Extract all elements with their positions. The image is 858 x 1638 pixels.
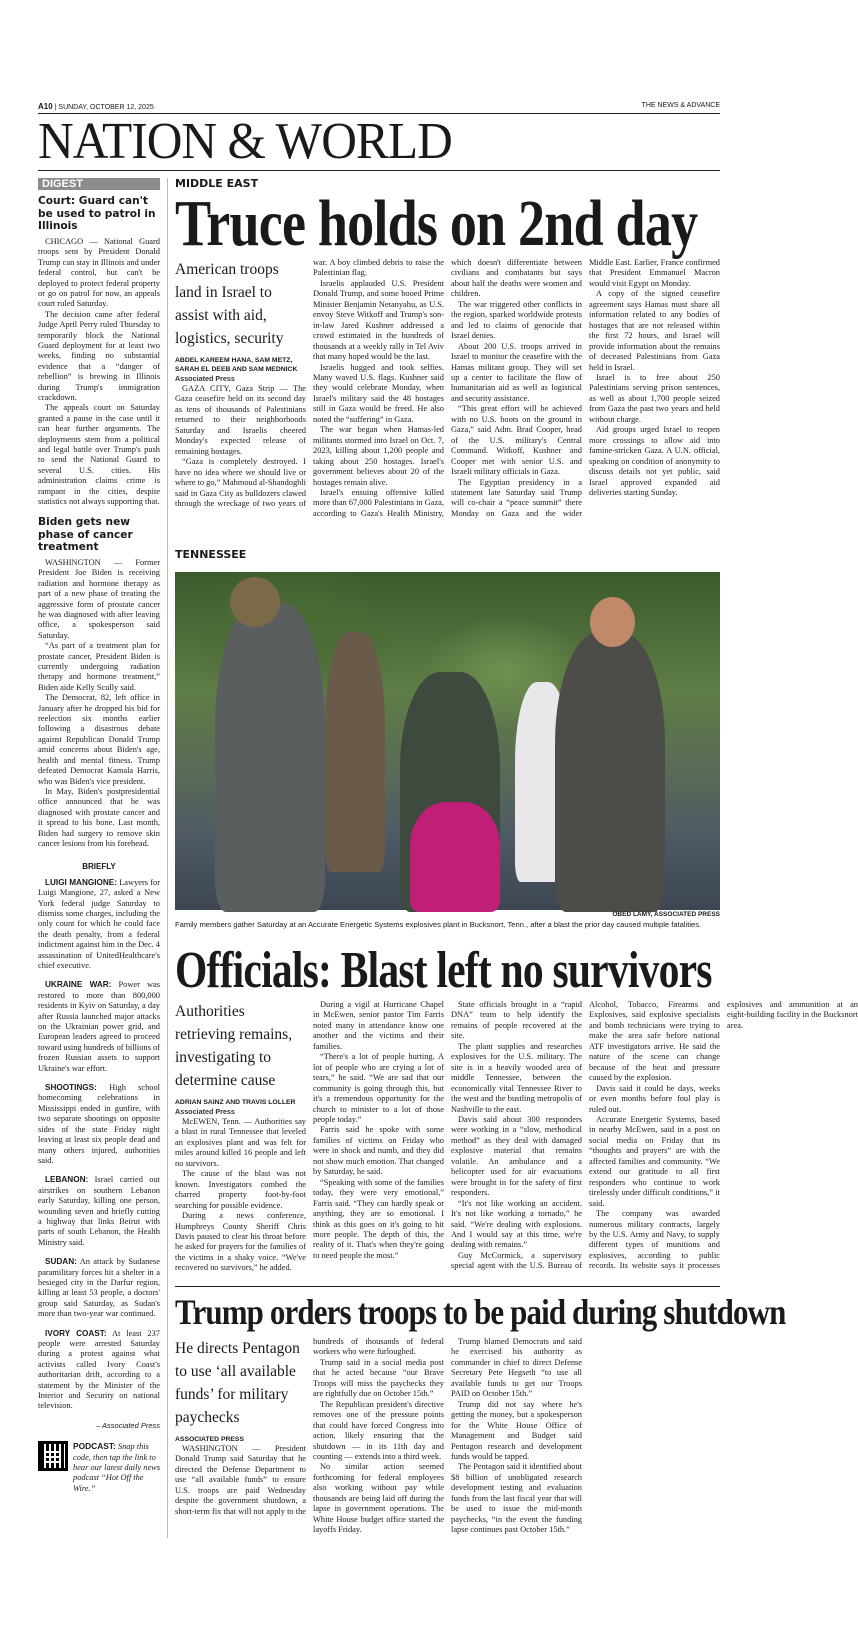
page-folio: A10 | SUNDAY, OCTOBER 12, 2025 THE NEWS & ADVANCE (38, 102, 720, 114)
brief-label: LEBANON: (45, 1175, 89, 1185)
photo-figure (555, 632, 665, 912)
story2-paragraph: During a vigil at Hurricane Chapel in McEwen, senior pastor Tim Farris noted many in attendance know one another and the victims and their families. (313, 1000, 444, 1051)
section-title: NATION & WORLD (38, 113, 452, 170)
story1-paragraph: The Egyptian presidency in a statement late Saturday said Trump will co-chair a “peace summit” there Monday on Gaza and the wider Middle East. Earlier, France confirmed that President Emmanuel Macron would visit Egypt on Monday. (451, 258, 720, 518)
story2-paragraph: State officials brought in a “rapid DNA” team to help identify the remains of people recovered at the site. (451, 1000, 582, 1041)
brief-text: At least 237 people were arrested Saturday during a protest against what activists called Ivory Coast's authoritarian drift, according to a statement by the Minister of the Interior and Security on national television. (38, 1328, 160, 1411)
story2-paragraph: Farris said he spoke with some families of victims on Friday who were in shock and numb, and they did not show much emotion. That changed by Saturday, he said. (313, 1125, 444, 1177)
story3-deck: He directs Pentagon to use ‘all available funds’ for military paychecks (175, 1340, 300, 1426)
brief-item (38, 1175, 160, 1248)
story1-headline: Truce holds on 2nd day (175, 187, 698, 260)
brief-item (38, 1257, 160, 1319)
story3-paragraph: WASHINGTON — President Donald Trump said Saturday that he directed the Defense Department to use “all available funds” to ensure U.S. troops are paid Wednesday despite the government shutdown, a short-term fix that will not apply to the hundreds of thousands of federal workers who were furloughed. (175, 1337, 444, 1516)
photo-figure (230, 577, 280, 627)
brief-label: SUDAN: (45, 1257, 77, 1267)
digest-paragraph: “As part of a treatment plan for prostate cancer, President Biden is currently undergoing radiation therapy and hormone treatment,” Biden aide Kelly Scully said. (38, 641, 160, 692)
podcast-text: Snap this code, then tap the link to hear our latest daily news podcast “Hot Off the Wire.” (73, 1442, 161, 1493)
page-date: SUNDAY, OCTOBER 12, 2025 (58, 104, 154, 111)
brief-text: Lawyers for Luigi Mangione, 27, asked a New York federal judge Saturday to dismiss some charges, including the only count for which he could face the death penalty, from a federal indictment against him in the Dec. 4 assassination of UnitedHealthcare's chief executive. (38, 877, 160, 970)
story3-headline: Trump orders troops to be paid during shutdown (175, 1292, 786, 1332)
story3-agency: ASSOCIATED PRESS (175, 1436, 244, 1443)
story1-paragraph: “This great effort will be achieved with no U.S. boots on the ground in Gaza,” said Adm. Brad Cooper, head of the U.S. military's Central Command. Witkoff, Kushner and Cooper met with senior U.S. and Israeli military officials in Gaza. (451, 404, 582, 477)
story2-paragraph: The company was awarded numerous military contracts, largely by the U.S. Army and Navy, to supply different types of munitions and explosives, according to public records. Its website says it processes explosives and ammunition at an eight-building facility in the Bucksnort area. (589, 1000, 858, 1271)
story3-paragraph: The Pentagon said it identified about $8 billion of unobligated research development testing and evaluation funds from the last fiscal year that will be used to issue the mid-month paychecks, “in the event the funding lapse continues past October 15th.” (451, 1462, 582, 1535)
story2-deck: Authorities retrieving remains, investigating to determine cause (175, 1003, 293, 1089)
story1-deck: American troops land in Israel to assist with aid, logistics, security (175, 261, 284, 347)
story2-paragraph: “It's not like working an accident. It's not like working a tornado,” he said. “We're dealing with explosions. And I would say at this time, we're dealing with remains.” (451, 1198, 582, 1250)
brief-label: UKRAINE WAR: (45, 980, 112, 990)
brief-text: An attack by Sudanese paramilitary forces hit a shelter in a besieged city in the Darfur region, killing at least 53 people, a doctors' group said Saturday, as Sudan's more than two-year war continued. (38, 1257, 160, 1319)
brief-text: Power was restored to more than 800,000 residents in Kyiv on Saturday, a day after Russia launched major attacks on the Ukrainian power grid, and European leaders agreed to proceed toward using hundreds of billions of frozen Russian assets to support Ukraine's war effort. (38, 980, 161, 1073)
story2-agency: Associated Press (175, 1107, 235, 1116)
photo-credit: OBED LAMY, ASSOCIATED PRESS (612, 911, 720, 918)
story1-paragraph: About 200 U.S. troops arrived in Israel to monitor the ceasefire with the Hamas militant group. They will set up a center to facilitate the flow of humanitarian aid as well as logistical and security assistance. (451, 341, 582, 403)
column-divider (167, 178, 168, 1538)
divider (38, 170, 720, 171)
podcast-promo (38, 1441, 160, 1494)
story1-paragraph: “Gaza is completely destroyed. I have no idea where we should live or where to go,” Mahmoud al-Shandoghli said in Gaza City as bulldozers clawed through the wreckage of two years of war. A boy climbed debris to raise the Palestinian flag. (175, 258, 444, 508)
story2-paragraph: McEWEN, Tenn. — Authorities say a blast in rural Tennessee that leveled an explosives plant and was felt for miles around killed 16 people and left no survivors. (175, 1117, 306, 1168)
photo-figure (410, 802, 500, 912)
qr-code-icon[interactable] (38, 1441, 68, 1471)
digest-headline: Court: Guard can't be used to patrol in Illinois (38, 195, 156, 233)
story2-paragraph: The plant supplies and researches explosives for the U.S. military. The site is in a heavily wooded area of middle Tennessee, between the economically vital Tennessee River to the west and the bustling metropolis of Nashville to the east. (451, 1041, 582, 1114)
brief-label: LUIGI MANGIONE: (45, 877, 117, 887)
photo-caption: Family members gather Saturday at an Accurate Energetic Systems explosives plant in Bucksnort, Tenn., after a blast the prior day caused multiple fatalities. (175, 920, 702, 929)
story2-body (175, 1000, 858, 1280)
story1-byline: ABDEL KAREEM HANA, SAM METZ, SARAH EL DEEB AND SAM MEDNICK (175, 357, 298, 373)
digest-column (38, 178, 160, 1494)
digest-paragraph: The decision came after federal Judge April Perry ruled Thursday to temporarily block the National Guard deployment for at least two weeks, finding no substantial evidence that a “danger of rebellion” is brewing in Illinois during Trump's immigration crackdown. (38, 309, 160, 402)
photo-figure (215, 602, 325, 912)
news-photo[interactable] (175, 572, 720, 910)
story1-paragraph: Aid groups urged Israel to reopen more crossings to allow aid into famine-stricken Gaza. A U.N. official, speaking on condition of anonymity to discuss details not yet public, said Israel approved expanded aid deliveries starting Sunday. (589, 425, 720, 497)
digest-headline: Biden gets new phase of cancer treatment (38, 516, 133, 554)
story1-paragraph: A copy of the signed ceasefire agreement says Hamas must share all information related to any bodies of hostages that are not released within the first 72 hours, and Israel will provide information about the remains of deceased Palestinians from Gaza held in Israel. (589, 289, 720, 372)
story1-agency: Associated Press (175, 374, 235, 383)
podcast-label: PODCAST: (73, 1441, 116, 1452)
digest-label: DIGEST (38, 178, 160, 190)
story2-paragraph: Accurate Energetic Systems, based in nearby McEwen, said in a post on social media on Friday that its “thoughts and prayers” are with the affected families and community. “We extend our gratitude to all first responders who continue to work tirelessly under difficult conditions,” it said. (589, 1114, 720, 1208)
story2-paragraph: Davis said about 300 responders were working in a “slow, methodical method” as they deal with damaged explosive material that remains volatile. An ambulance and a helicopter used for air evacuations were brought in for the safety of first responders. (451, 1114, 582, 1198)
photo-figure (590, 597, 635, 647)
story2-paragraph: Davis said it could be days, weeks or even months before foul play is ruled out. (589, 1083, 720, 1114)
story2-paragraph: “Speaking with some of the families today, they were very emotional,” Farris said. “They can hardly speak or anything, they are so emotional. I think as this goes on it's going to hit more people. The depth of this, the reality of it. That's when they're going to need people the most.” (313, 1177, 444, 1260)
story2-paragraph: During a news conference, Humphreys County Sheriff Chris Davis paused to clear his throat before he asked for prayers for the families of the victims in a shaky voice. “We've recovered no survivors,” he added. (175, 1211, 306, 1273)
story1-body (175, 258, 720, 526)
story1-paragraph: The war began when Hamas-led militants stormed into Israel on Oct. 7, 2023, killing about 1,200 people and taking about 250 hostages. Israel's government believes about 20 of the hostages remain alive. (313, 425, 444, 487)
brief-item (38, 980, 160, 1074)
digest-paragraph: WASHINGTON — Former President Joe Biden is receiving radiation and hormone therapy as part of a new phase of treating the aggressive form of prostate cancer he was diagnosed with after leaving office, a spokesperson said Saturday. (38, 557, 160, 640)
paper-name: THE NEWS & ADVANCE (641, 102, 720, 109)
brief-item (38, 1329, 160, 1412)
story1-paragraph: Israelis applauded U.S. President Donald Trump, and some booed Prime Minister Benjamin Netanyahu, as U.S. envoy Steve Witkoff and Trump's son-in-law Jared Kushner addressed a crowd estimated in the hundreds of thousands at a weekly rally in Tel Aviv that many hoped would be the last. (313, 278, 444, 362)
story2-headline: Officials: Blast left no survivors (175, 942, 712, 999)
page-number: A10 (38, 102, 53, 111)
story2-byline: ADRIAN SAINZ AND TRAVIS LOLLER (175, 1099, 296, 1106)
story3-paragraph: The Republican president's directive removes one of the pressure points that could have forced Congress into action, likely ensuring that the shutdown — in its 11th day and counting — extends into a third week. (313, 1399, 444, 1461)
brief-item (38, 1083, 160, 1166)
story3-paragraph: Trump blamed Democrats and said he exercised his authority as commander in chief to direct Defense Secretary Pete Hegseth “to use all available funds to get our Troops PAID on October 15th.” (451, 1337, 582, 1399)
digest-paragraph: The Democrat, 82, left office in January after he dropped his bid for reelection six months earlier following a disastrous debate against Republican Donald Trump amid concerns about Biden's age, health and mental fitness. Trump defeated Democrat Kamala Harris, who was Biden's vice president. (38, 693, 160, 786)
story2-paragraph: “There's a lot of people hurting. A lot of people who are crying a lot of tears,” he said. “We are sad that our community is going through this, but it's a tremendous opportunity for the church to minister to a lot of those people today.” (313, 1052, 444, 1124)
divider (175, 1286, 720, 1287)
brief-label: SHOOTINGS: (45, 1083, 97, 1093)
story3-paragraph: Trump did not say where he's getting the money, but a spokesperson for the White House Office of Management and Budget said Pentagon research and development funds would be tapped. (451, 1399, 582, 1461)
digest-paragraph: CHICAGO — National Guard troops sent by President Donald Trump can stay in Illinois and under federal control, but can't be deployed to protect federal property or go on patrol for now, an appeals court ruled Saturday. (38, 236, 160, 309)
story3-paragraph: No similar action seemed forthcoming for federal employees also working without pay while thousands are being laid off during the lapse in government operations. The White House budget office started the layoffs Friday. (313, 1462, 444, 1535)
story2-paragraph: The cause of the blast was not known. Investigators combed the charred property foot-by-foot searching for possible evidence. (175, 1169, 306, 1210)
story2-paragraph: Guy McCormick, a supervisory special agent with the U.S. Bureau of Alcohol, Tobacco, Firearms and Explosives, said explosive specialists and bomb technicians were trying to make the area safe before national ATF investigators arrive. He said the nature of the scene can change because of the heat and pressure caused by the explosion. (451, 1000, 720, 1271)
digest-paragraph: The appeals court on Saturday granted a pause in the case until it can hear further arguments. The deployments stem from a political and legal battle over Trump's push to send the National Guard to several U.S. cities. His administration claims crime is rampant in the cities, despite statistics not always supporting that. (38, 403, 160, 507)
brief-label: IVORY COAST: (45, 1328, 107, 1338)
story2-kicker: TENNESSEE (175, 548, 247, 561)
brief-item (38, 878, 160, 972)
story3-body (175, 1337, 720, 1537)
digest-paragraph: In May, Biden's postpresidential office announced that he was diagnosed with prostate cancer and it spread to his bone. Last month, Biden had surgery to remove skin cancer lesions from his forehead. (38, 786, 160, 848)
story1-paragraph: Israelis hugged and took selfies. Many waved U.S. flags. Kushner said they would celebrate Monday, when Israel's military said the 48 hostages still in Gaza would be freed. He also noted the “suffering” in Gaza. (313, 362, 444, 424)
briefly-label: BRIEFLY (82, 862, 116, 872)
story1-paragraph: The war triggered other conflicts in the region, sparked worldwide protests and led to claims of genocide that Israel denies. (451, 299, 582, 341)
story1-paragraph: Israel's ensuing offensive killed more than 67,000 Palestinians in Gaza, according to Gaza's Health Ministry, which doesn't differentiate between civilians and combatants but says about half the deaths were women and children. (313, 258, 582, 518)
digest-credit: – Associated Press (96, 1420, 160, 1430)
story1-kicker: MIDDLE EAST (175, 177, 259, 190)
brief-text: Israel carried out airstrikes on southern Lebanon early Saturday, killing one person, wounding seven and briefly cutting a highway that links Beirut with parts of south Lebanon, the Health Ministry said. (38, 1175, 161, 1247)
story3-paragraph: Trump said in a social media post that he acted because “our Brave Troops will miss the paychecks they are rightfully due on October 15th.” (313, 1357, 444, 1399)
brief-text: High school homecoming celebrations in Mississippi ended in gunfire, with two separate shootings on opposite sides of the state Friday night leaving at least six people dead and many others injured, authorities said. (38, 1083, 160, 1165)
story1-paragraph: GAZA CITY, Gaza Strip — The Gaza ceasefire held on its second day as tens of thousands of Palestinians returned to their neighborhoods Saturday and Israelis cheered Monday's expected release of remaining hostages. (175, 384, 306, 456)
story1-paragraph: Israel is to free about 250 Palestinians serving prison sentences, as well as about 1,700 people seized from Gaza the past two years and held without charge. (589, 372, 720, 424)
photo-figure (325, 632, 385, 872)
